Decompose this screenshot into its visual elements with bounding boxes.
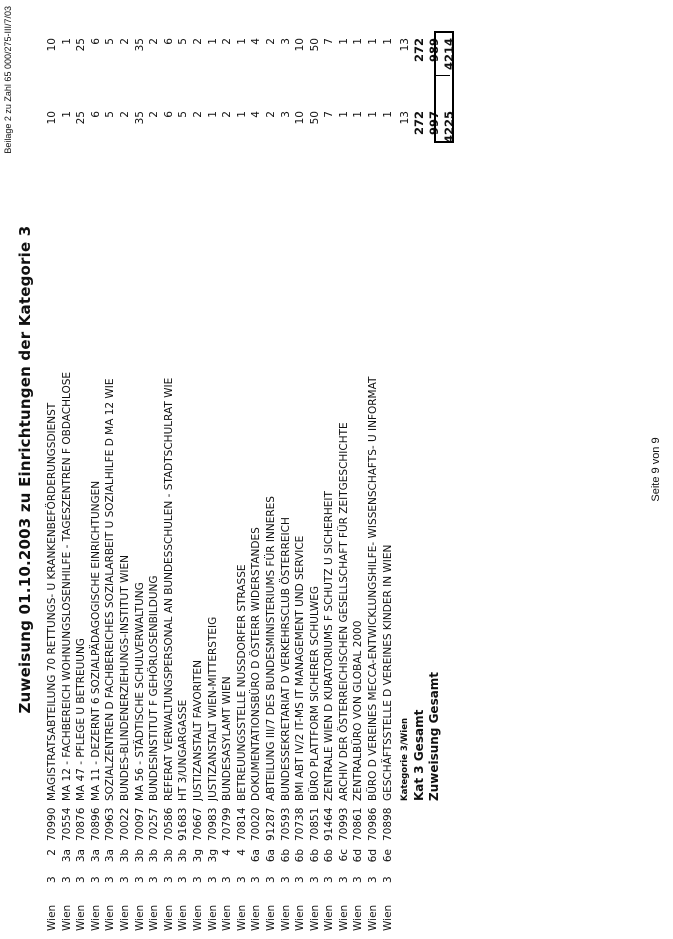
row-subcategory: 3b	[133, 849, 146, 863]
table-row	[249, 6, 264, 931]
row-subcategory: 3b	[148, 849, 161, 863]
row-code: 70738	[294, 807, 307, 841]
row-category: 3	[60, 876, 73, 883]
row-institution-name: HT 3/UNGARGASSE	[177, 699, 190, 801]
row-subcategory: 4	[235, 849, 248, 856]
total-value-a: 4225	[442, 111, 457, 144]
row-code: 70993	[337, 807, 350, 841]
row-category: 3	[177, 876, 190, 883]
row-subcategory: 3g	[206, 849, 219, 863]
row-category: 3	[308, 876, 321, 883]
row-city: Wien	[381, 904, 394, 931]
row-category: 3	[89, 876, 102, 883]
row-institution-name: REFERAT VERWALTUNGSPERSONAL AN BUNDESSCHULEN - STADTSCHULRAT WIE	[162, 377, 175, 801]
row-category: 3	[46, 876, 58, 883]
row-value-a: 1	[235, 111, 248, 118]
table-row	[60, 6, 75, 931]
row-city: Wien	[235, 904, 248, 931]
total-box	[434, 31, 454, 143]
row-city: Wien	[46, 904, 58, 931]
row-city: Wien	[352, 904, 365, 931]
summary-row-zuweisung	[427, 6, 442, 931]
summary-kategorie-value-a: 13	[399, 111, 412, 125]
row-subcategory: 6b	[294, 849, 307, 863]
row-code: 70097	[133, 807, 146, 841]
row-city: Wien	[118, 904, 131, 931]
row-value-a: 3	[279, 111, 292, 118]
page-number: Seite 9 von 9	[650, 437, 662, 502]
row-city: Wien	[60, 904, 73, 931]
row-value-b: 1	[60, 38, 73, 45]
row-category: 3	[381, 876, 394, 883]
row-value-a: 25	[75, 111, 88, 125]
row-value-a: 7	[323, 111, 336, 118]
table-row	[235, 6, 250, 931]
row-category: 3	[250, 876, 263, 883]
table-row	[264, 6, 279, 931]
row-value-a: 10	[46, 111, 58, 125]
row-category: 3	[104, 876, 117, 883]
row-value-a: 1	[60, 111, 73, 118]
row-value-a: 50	[308, 111, 321, 125]
row-code: 70257	[148, 807, 161, 841]
row-city: Wien	[308, 904, 321, 931]
table-row	[381, 6, 396, 931]
summary-row-kat3	[412, 6, 427, 931]
row-city: Wien	[162, 904, 175, 931]
row-value-b: 5	[177, 38, 190, 45]
row-subcategory: 3b	[118, 849, 131, 863]
row-institution-name: BUNDESINSTITUT F GEHÖRLOSENBILDUNG	[148, 575, 161, 801]
row-value-a: 5	[104, 111, 117, 118]
table-row	[279, 6, 294, 931]
row-code: 70896	[89, 807, 102, 841]
row-value-a: 10	[294, 111, 307, 125]
row-code: 70861	[352, 807, 365, 841]
row-value-a: 1	[367, 111, 380, 118]
row-institution-name: MA 56 - STÄDTISCHE SCHULVERWALTUNG	[133, 582, 146, 801]
row-institution-name: BUNDESSEKRETARIAT D VERKEHRSCLUB ÖSTERREICH	[279, 517, 292, 801]
row-subcategory: 2	[46, 849, 58, 856]
row-value-b: 50	[308, 38, 321, 52]
row-value-b: 2	[118, 38, 131, 45]
row-code: 70851	[308, 807, 321, 841]
row-code: 70586	[162, 807, 175, 841]
table-row	[133, 6, 148, 931]
summary-zuweisung-value-a: 997	[427, 111, 442, 136]
row-city: Wien	[75, 904, 88, 931]
row-subcategory: 3b	[162, 849, 175, 863]
summary-kat3-label: Kat 3 Gesamt	[412, 709, 427, 801]
row-city: Wien	[323, 904, 336, 931]
row-city: Wien	[294, 904, 307, 931]
row-subcategory: 4	[221, 849, 234, 856]
row-subcategory: 6d	[367, 849, 380, 863]
row-value-b: 1	[352, 38, 365, 45]
row-value-a: 5	[177, 111, 190, 118]
row-institution-name: JUSTIZANSTALT WIEN-MITTERSTEIG	[206, 616, 219, 801]
row-value-b: 1	[367, 38, 380, 45]
table-row	[191, 6, 206, 931]
row-value-b: 10	[46, 38, 58, 52]
row-subcategory: 6d	[352, 849, 365, 863]
row-value-b: 2	[221, 38, 234, 45]
summary-row-kategorie	[398, 6, 412, 931]
row-subcategory: 3a	[60, 849, 73, 863]
row-subcategory: 6a	[250, 849, 263, 863]
row-value-a: 1	[381, 111, 394, 118]
row-code: 70022	[118, 807, 131, 841]
summary-zuweisung-value-b: 989	[427, 38, 442, 63]
row-value-b: 4	[250, 38, 263, 45]
row-category: 3	[162, 876, 175, 883]
row-category: 3	[323, 876, 336, 883]
row-value-a: 2	[264, 111, 277, 118]
row-value-b: 7	[323, 38, 336, 45]
row-code: 70986	[367, 807, 380, 841]
row-value-b: 6	[89, 38, 102, 45]
row-city: Wien	[221, 904, 234, 931]
row-city: Wien	[133, 904, 146, 931]
row-subcategory: 6e	[381, 849, 394, 863]
row-category: 3	[206, 876, 219, 883]
row-institution-name: MA 47 - PFLEGE U BETREUUNG	[75, 638, 88, 801]
row-category: 3	[221, 876, 234, 883]
table-row	[220, 6, 235, 931]
row-code: 70554	[60, 807, 73, 841]
row-code: 70876	[75, 807, 88, 841]
row-category: 3	[148, 876, 161, 883]
row-value-a: 1	[352, 111, 365, 118]
row-subcategory: 3a	[104, 849, 117, 863]
table-row	[118, 6, 133, 931]
row-city: Wien	[104, 904, 117, 931]
row-subcategory: 6b	[308, 849, 321, 863]
row-city: Wien	[367, 904, 380, 931]
row-value-b: 3	[279, 38, 292, 45]
row-city: Wien	[206, 904, 219, 931]
summary-kat3-value-b: 272	[412, 38, 427, 63]
allocation-table	[45, 6, 457, 931]
table-row	[74, 6, 89, 931]
row-institution-name: ABTEILUNG III/7 DES BUNDESMINISTERIUMS FÜR INNERES	[264, 496, 277, 801]
summary-zuweisung-label: Zuweisung Gesamt	[427, 671, 442, 801]
row-value-b: 2	[148, 38, 161, 45]
row-institution-name: DOKUMENTATIONSBÜRO D ÖSTERR WIDERSTANDES	[250, 527, 263, 801]
row-value-a: 2	[148, 111, 161, 118]
total-box-divider	[434, 75, 450, 76]
row-subcategory: 6c	[337, 849, 350, 862]
table-row	[366, 6, 381, 931]
row-value-a: 1	[337, 111, 350, 118]
summary-kat3-value-a: 272	[412, 111, 427, 136]
total-value-b: 4214	[442, 38, 457, 71]
row-institution-name: BUNDESASYLAMT WIEN	[221, 676, 234, 801]
row-subcategory: 3a	[75, 849, 88, 863]
row-code: 91464	[323, 807, 336, 841]
row-value-a: 4	[250, 111, 263, 118]
row-value-b: 6	[162, 38, 175, 45]
table-row	[293, 6, 308, 931]
row-subcategory: 6a	[264, 849, 277, 863]
row-category: 3	[294, 876, 307, 883]
row-city: Wien	[89, 904, 102, 931]
row-city: Wien	[264, 904, 277, 931]
summary-kategorie-label: Kategorie 3/Wien	[400, 717, 411, 801]
row-institution-name: JUSTIZANSTALT FAVORITEN	[191, 660, 204, 801]
row-category: 3	[235, 876, 248, 883]
row-code: 91683	[177, 807, 190, 841]
row-value-a: 2	[118, 111, 131, 118]
row-city: Wien	[177, 904, 190, 931]
row-category: 3	[118, 876, 131, 883]
row-city: Wien	[148, 904, 161, 931]
row-city: Wien	[279, 904, 292, 931]
row-value-b: 10	[294, 38, 307, 52]
attachment-reference: Beilage 2 zu Zahl 65 000/275-III/7/03	[3, 6, 13, 154]
row-institution-name: BÜRO PLATTFORM SICHERER SCHULWEG	[308, 585, 321, 801]
row-category: 3	[191, 876, 204, 883]
row-value-b: 2	[191, 38, 204, 45]
row-institution-name: ZENTRALBÜRO VON GLOBAL 2000	[352, 620, 365, 801]
row-value-a: 2	[221, 111, 234, 118]
row-city: Wien	[337, 904, 350, 931]
row-category: 3	[264, 876, 277, 883]
row-category: 3	[75, 876, 88, 883]
table-row	[162, 6, 177, 931]
row-value-b: 1	[206, 38, 219, 45]
row-value-b: 2	[264, 38, 277, 45]
row-subcategory: 6b	[279, 849, 292, 863]
row-institution-name: BETREUUNGSSTELLE NUSSDORFER STRASSE	[235, 564, 248, 801]
row-city: Wien	[191, 904, 204, 931]
row-code: 70963	[104, 807, 117, 841]
row-subcategory: 3a	[89, 849, 102, 863]
row-value-b: 25	[75, 38, 88, 52]
row-category: 3	[337, 876, 350, 883]
row-institution-name: BMI ABT IV/2 IT-MS IT MANAGEMENT UND SERVICE	[294, 535, 307, 801]
row-code: 91287	[264, 807, 277, 841]
row-institution-name: MA 12 - FACHBEREICH WOHNUNGSLOSENHILFE - TAGESZENTREN F OBDACHLOSE	[60, 371, 73, 801]
row-code: 70898	[381, 807, 394, 841]
row-code: 70990	[46, 807, 58, 841]
table-row	[337, 6, 352, 931]
row-institution-name: SOZIALZENTREN D FACHBEREICHES SOZIALARBEIT U SOZIALHILFE D MA 12 WIE	[104, 378, 117, 801]
row-institution-name: GESCHÄFTSSTELLE D VEREINES KINDER IN WIEN	[381, 544, 394, 801]
row-institution-name: MAGISTRATSABTEILUNG 70 RETTUNGS- U KRANKENBEFÖRDERUNGSDIENST	[46, 402, 58, 801]
row-institution-name: BUNDES-BLINDENERZIEHUNGS-INSTITUT WIEN	[118, 555, 131, 801]
row-subcategory: 3b	[177, 849, 190, 863]
row-code: 70667	[191, 807, 204, 841]
row-value-b: 5	[104, 38, 117, 45]
row-code: 70593	[279, 807, 292, 841]
row-value-a: 35	[133, 111, 146, 125]
row-subcategory: 6b	[323, 849, 336, 863]
table-row	[176, 6, 191, 931]
row-institution-name: ZENTRALE WIEN D KURATORIUMS F SCHUTZ U SICHERHEIT	[323, 491, 336, 801]
table-row	[147, 6, 162, 931]
row-value-a: 2	[191, 111, 204, 118]
table-row	[89, 6, 104, 931]
row-category: 3	[352, 876, 365, 883]
row-category: 3	[133, 876, 146, 883]
row-code: 70020	[250, 807, 263, 841]
row-value-b: 35	[133, 38, 146, 52]
table-row	[45, 6, 60, 931]
row-category: 3	[279, 876, 292, 883]
row-value-a: 6	[162, 111, 175, 118]
summary-row-total	[442, 6, 457, 931]
table-body	[45, 6, 395, 931]
page-title: Zuweisung 01.10.2003 zu Einrichtungen der Kategorie 3	[16, 225, 34, 714]
table-row	[103, 6, 118, 931]
row-subcategory: 3g	[191, 849, 204, 863]
row-institution-name: ARCHIV DER ÖSTERREICHISCHEN GESELLSCHAFT FÜR ZEITGESCHICHTE	[337, 422, 350, 801]
row-institution-name: BÜRO D VEREINES MECCA-ENTWICKLUNGSHILFE- WISSENSCHAFTS- U INFORMAT	[367, 376, 380, 801]
row-value-b: 1	[337, 38, 350, 45]
row-institution-name: MA 11 - DEZERNT 6 SOZIALPÄDAGOGISCHE EINRICHTUNGEN	[89, 480, 102, 801]
table-row	[351, 6, 366, 931]
row-value-a: 1	[206, 111, 219, 118]
table-row	[322, 6, 337, 931]
row-code: 70983	[206, 807, 219, 841]
row-city: Wien	[250, 904, 263, 931]
row-value-a: 6	[89, 111, 102, 118]
table-row	[308, 6, 323, 931]
row-value-b: 1	[235, 38, 248, 45]
row-value-b: 1	[381, 38, 394, 45]
row-category: 3	[367, 876, 380, 883]
summary-kategorie-value-b: 13	[399, 38, 412, 52]
table-row	[206, 6, 221, 931]
row-code: 70814	[235, 807, 248, 841]
row-code: 70799	[221, 807, 234, 841]
